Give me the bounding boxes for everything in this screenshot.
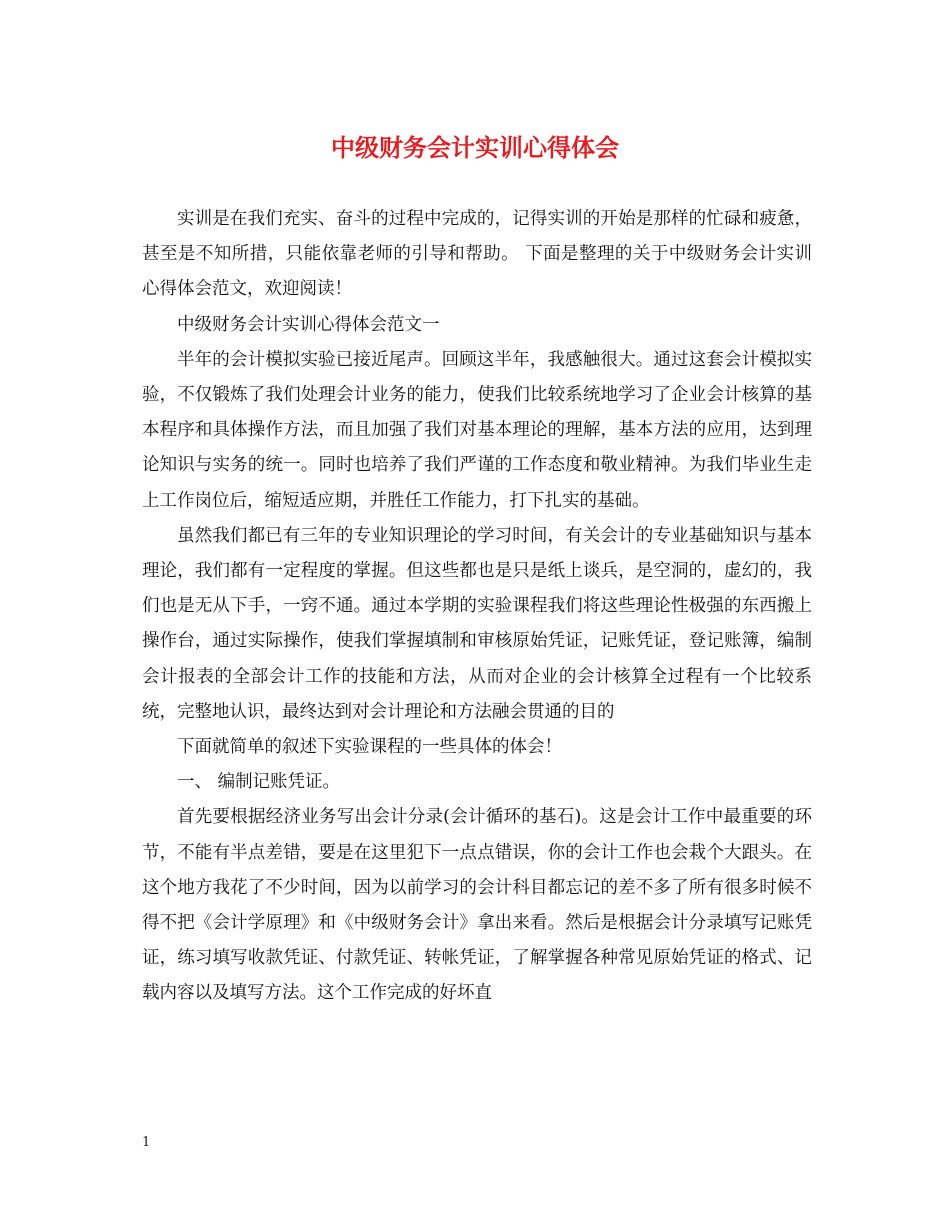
- page-number: 1: [142, 1135, 151, 1150]
- paragraph-item-heading: 一、 编制记账凭证。: [177, 772, 341, 793]
- document-body: [142, 202, 812, 1012]
- document-title: 中级财务会计实训心得体会: [331, 133, 619, 162]
- paragraph-theory: 虽然我们都已有三年的专业知识理论的学习时间，有关会计的专业基础知识与基本理论，我们都有一定程度的掌握。但这些都也是只是纸上谈兵，是空洞的，虚幻的，我们也是无从下手，一窍不通。通过本学期的实验课程我们将这些理论性极强的东西搬上操作台，通过实际操作，使我们掌握填制和审核原始凭证，记账凭证，登记账簿，编制会计报表的全部会计工作的技能和方法，从而对企业的会计核算全过程有一个比较系统，完整地认识，最终达到对会计理论和方法融会贯通的目的: [142, 525, 812, 722]
- paragraph-section-heading: 中级财务会计实训心得体会范文一: [177, 314, 440, 335]
- paragraph-intro: 实训是在我们充实、奋斗的过程中完成的，记得实训的开始是那样的忙碌和疲惫，甚至是不知所措，只能依靠老师的引导和帮助。 下面是整理的关于中级财务会计实训心得体会范文，欢迎阅读！: [142, 209, 812, 300]
- paragraph-experience: 半年的会计模拟实验已接近尾声。回顾这半年，我感触很大。通过这套会计模拟实验，不仅锻炼了我们处理会计业务的能力，使我们比较系统地学习了企业会计核算的基本程序和具体操作方法，而且加强了我们对基本理论的理解，基本方法的应用，达到理论知识与实务的统一。同时也培养了我们严谨的工作态度和敬业精神。为我们毕业生走上工作岗位后，缩短适应期，并胜任工作能力，打下扎实的基础。: [142, 349, 812, 511]
- paragraph-summary-intro: 下面就简单的叙述下实验课程的一些具体的体会！: [177, 737, 562, 758]
- paragraph-vouchers: 首先要根据经济业务写出会计分录(会计循环的基石)。这是会计工作中最重要的环节，不能有半点差错，要是在这里犯下一点点错误，你的会计工作也会栽个大跟头。在这个地方我花了不少时间，因为以前学习的会计科目都忘记的差不多了所有很多时候不得不把《会计学原理》和《中级财务会计》拿出来看。然后是根据会计分录填写记账凭证，练习填写收款凭证、付款凭证、转帐凭证，了解掌握各种常见原始凭证的格式、记载内容以及填写方法。这个工作完成的好坏直: [142, 807, 812, 1004]
